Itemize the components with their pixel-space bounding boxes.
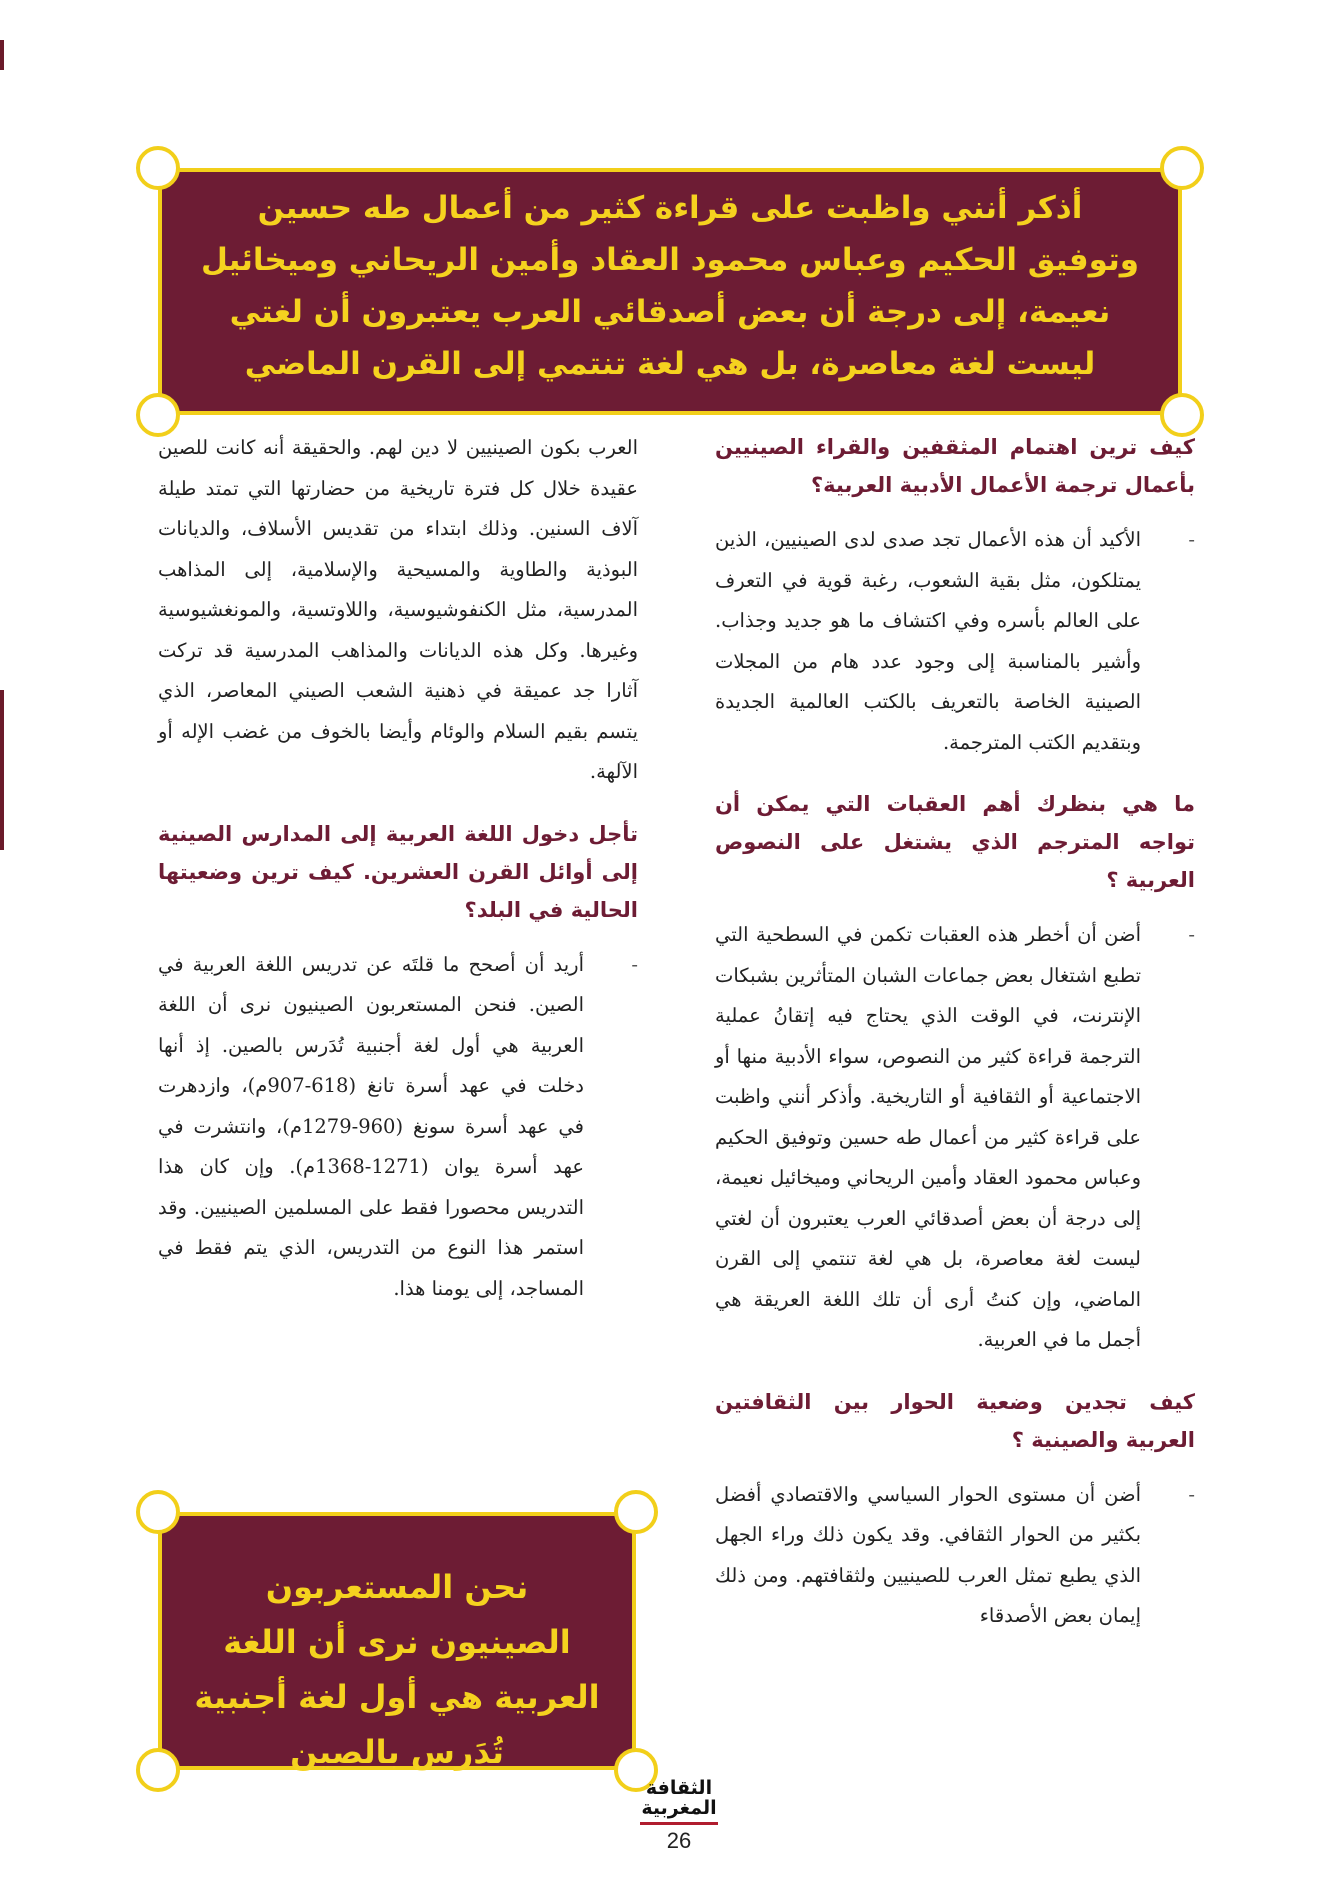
article-column-left [158,428,638,1309]
page-edge-marker [0,40,4,70]
pull-quote-bottom [158,1512,636,1770]
interview-answer [715,520,1195,763]
page-number: 26 [666,1828,692,1853]
interview-answer [158,945,638,1310]
article-column-right [715,428,1195,1637]
interview-answer [715,1475,1195,1637]
interview-question: ما هي بنظرك أهم العقبات التي يمكن أن تواجه المترجم الذي يشتغل على النصوص العربية ؟ [715,792,1195,892]
answer-text: أضن أن مستوى الحوار السياسي والاقتصادي أفضل بكثير من الحوار الثقافي. وقد يكون ذلك وراء الجهل الذي يطبع تمثل العرب للصينيين ولثقافتهم. ومن ذلك إيمان بعض الأصدقاء [715,1482,1141,1627]
corner-notch [1160,146,1204,190]
answer-dash: - [1188,923,1195,946]
answer-text: أريد أن أصحح ما قلتَه عن تدريس اللغة العربية في الصين. فنحن المستعربون الصينيون نرى أن اللغة العربية هي أول لغة أجنبية تُدَرس بالصين. إذ أنها دخلت في عهد أسرة تانغ (618-907م)، وازدهرت في عهد أسرة سونغ (960-1279م)، وانتشرت في عهد أسرة يوان (1271-1368م). وإن كان هذا التدريس محصورا فقط على المسلمين الصينيين. وقد استمر هذا النوع من التدريس، الذي يتم فقط في المساجد، إلى يومنا هذا. [158,952,584,1300]
answer-dash: - [1188,1482,1195,1506]
pull-quote-text: نحن المستعربون الصينيون نرى أن اللغة العربية هي أول لغة أجنبية تُدَرس بالصين [194,1568,600,1771]
answer-text: الأكيد أن هذه الأعمال تجد صدى لدى الصينيين، الذين يمتلكون، مثل بقية الشعوب، رغبة قوية في التعرف على العالم بأسره وفي اكتشاف ما هو جديد وجذاب. وأشير بالمناسبة إلى وجود عدد هام من المجلات الصينية الخاصة بالتعريف بالكتب العالمية الجديدة وبتقديم الكتب المترجمة. [715,528,1141,754]
interview-question: كيف تجدين وضعية الحوار بين الثقافتين العربية والصينية ؟ [715,1389,1195,1452]
interview-answer [715,915,1195,1361]
article-paragraph: العرب بكون الصينيين لا دين لهم. والحقيقة أنه كانت للصين عقيدة خلال كل فترة تاريخية من حضارتها التي تمتد طيلة آلاف السنين. وذلك ابتداء من تقديس الأسلاف، والديانات البوذية والطاوية والمسيحية والإسلامية، إلى المذاهب المدرسية، مثل الكنفوشيوسية، واللاوتسية، والمونغشيوسية وغيرها. وكل هذه الديانات والمذاهب المدرسية قد تركت آثارا جد عميقة في ذهنية الشعب الصيني المعاصر، الذي يتسم بقيم السلام والوئام وأيضا بالخوف من غضب الإله أو الآلهة. [158,436,638,783]
corner-notch [136,1748,180,1792]
pull-quote-top [158,168,1182,415]
pull-quote-text: أذكر أنني واظبت على قراءة كثير من أعمال طه حسين وتوفيق الحكيم وعباس محمود العقاد وأمين الريحاني وميخائيل نعيمة، إلى درجة أن بعض أصدقائي العرب يعتبرون أن لغتي ليست لغة معاصرة، بل هي لغة تنتمي إلى القرن الماضي [200,190,1140,382]
page-edge-marker [0,690,4,850]
interview-question: كيف ترين اهتمام المثقفين والقراء الصينيين بأعمال ترجمة الأعمال الأدبية العربية؟ [715,435,1195,497]
corner-notch [136,146,180,190]
corner-notch [136,1490,180,1534]
answer-text: أضن أن أخطر هذه العقبات تكمن في السطحية التي تطبع اشتغال بعض جماعات الشبان المتأثرين بشبكات الإنترنت، في الوقت الذي يحتاج فيه إتقانُ عملية الترجمة قراءة كثير من النصوص، سواء الأدبية منها أو الاجتماعية أو الثقافية أو التاريخية. وأذكر أنني واظبت على قراءة كثير من أعمال طه حسين وتوفيق الحكيم وعباس محمود العقاد وأمين الريحاني وميخائيل نعيمة، إلى درجة أن بعض أصدقائي العرب يعتبرون أن لغتي ليست لغة معاصرة، بل هي لغة تنتمي إلى القرن الماضي، وإن كنتُ أرى أن تلك اللغة العريقة هي أجمل ما في العربية. [715,923,1141,1351]
answer-dash: - [631,952,638,976]
magazine-logo: الثقافة المغربية [641,1777,717,1819]
interview-question: تأجل دخول اللغة العربية إلى المدارس الصينية إلى أوائل القرن العشرين. كيف ترين وضعيتها الحالية في البلد؟ [158,821,638,922]
logo-underline [640,1822,718,1825]
corner-notch [614,1490,658,1534]
answer-dash: - [1188,528,1195,551]
